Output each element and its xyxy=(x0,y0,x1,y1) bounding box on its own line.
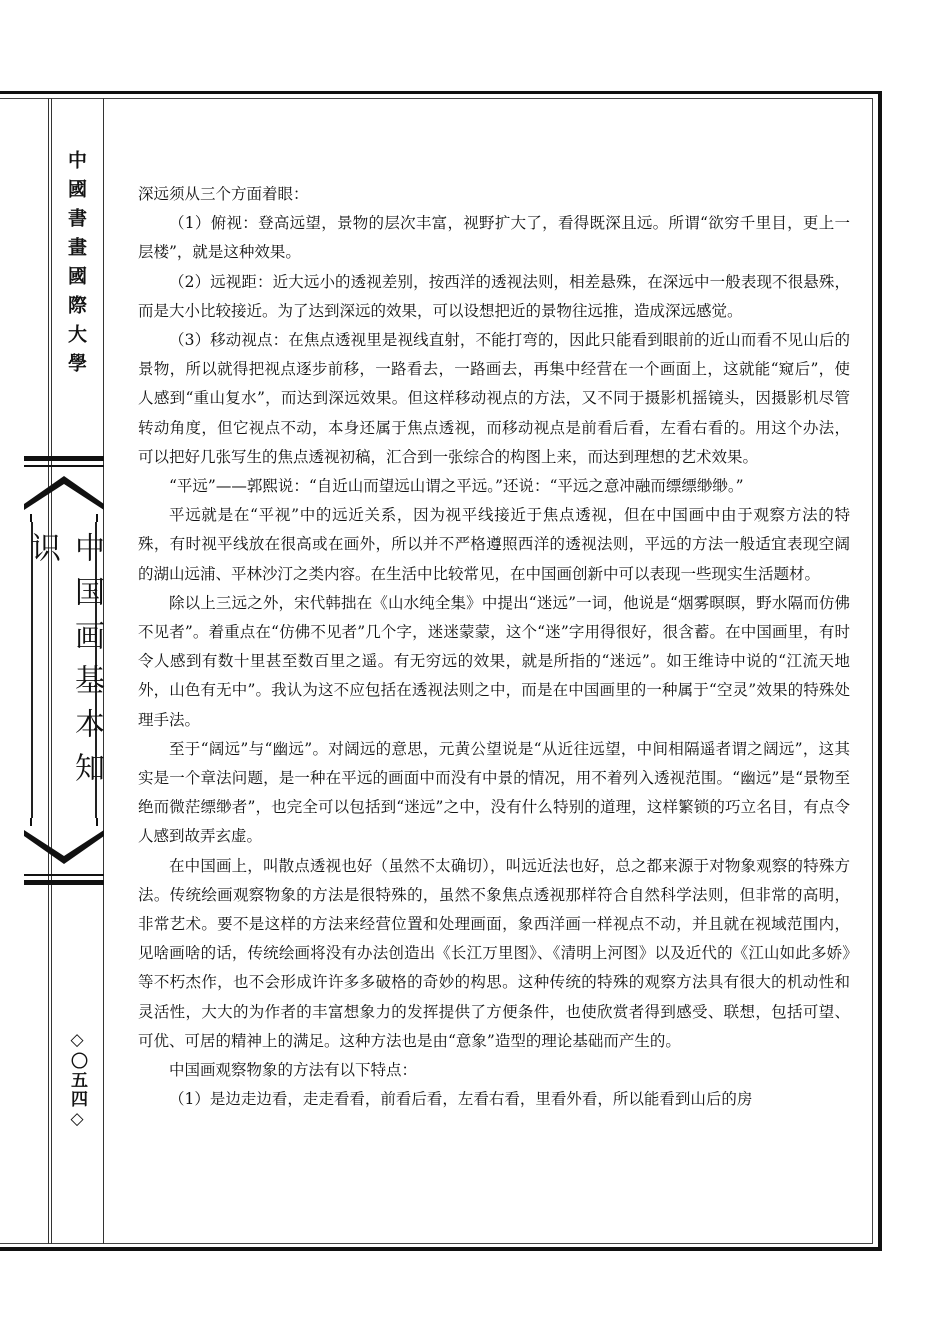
paragraph: 中国画观察物象的方法有以下特点： xyxy=(169,1061,418,1080)
title-ornament-bottom xyxy=(22,818,106,890)
paragraph: “平远”——郭熙说：“自近山而望远山谓之平远。”还说：“平远之意冲融而缥缥缈缈。” xyxy=(169,477,744,496)
paragraph: 深远须从三个方面着眼： xyxy=(138,185,309,203)
school-name: 中國書畫國際大學 xyxy=(65,150,87,382)
book-title: 中国画基本知识 xyxy=(25,532,104,796)
title-ornament-top xyxy=(22,452,106,522)
paragraph: （1）俯视：登高远望，景物的层次丰富，视野扩大了，看得既深且远。所谓“欲穷千里目，更上一层楼”，就是这种效果。 xyxy=(138,214,850,262)
book-title-panel xyxy=(25,522,104,818)
paragraph: （2）远视距：近大远小的透视差别，按西洋的透视法则，相差悬殊，在深远中一般表现不很悬殊，而是大小比较接近。为了达到深远的效果，可以设想把近的景物往远推，造成深远感觉。 xyxy=(138,272,850,320)
paragraph: （1）是边走边看，走走看看，前看后看，左看右看，里看外看，所以能看到山后的房 xyxy=(169,1090,753,1109)
paragraph: 平远就是在“平视”中的远近关系，因为视平线接近于焦点透视，但在中国画中由于观察方法的特殊，有时视平线放在很高或在画外，所以并不严格遵照西洋的透视法则，平远的方法一般适宜表现空阔的湖山远浦、平林沙汀之类内容。在生活中比较常见，在中国画创新中可以表现一些现实生活题材。 xyxy=(138,506,850,583)
paragraph: 在中国画上，叫散点透视也好（虽然不太确切），叫远近法也好，总之都来源于对物象观察的特殊方法。传统绘画观察物象的方法是很特殊的，虽然不象焦点透视那样符合自然科学法则，但非常的高明，非常艺术。要不是这样的方法来经营位置和处理画面，象西洋画一样视点不动，并且就在视域范围内，见啥画啥的话，传统绘画将没有办法创造出《长江万里图》、《清明上河图》以及近代的《江山如此多娇》等不朽杰作，也不会形成许许多多破格的奇妙的构思。这种传统的特殊的观察方法具有很大的机动性和灵活性，大大的为作者的丰富想象力的发挥提供了方便条件，也使欣赏者得到感受、联想，包括可望、可优、可居的精神上的满足。这种方法也是由“意象”造型的理论基础而产生的。 xyxy=(138,856,850,1050)
paragraph: 至于“阔远”与“幽远”。对阔远的意思，元黄公望说是“从近往远望，中间相隔遥者谓之阔远”，这其实是一个章法问题，是一种在平远的画面中而没有中景的情况，用不着列入透视范围。“幽远”是“景物至绝而微茫缥缈者”，也完全可以包括到“迷远”之中，没有什么特别的道理，这样繁锁的巧立名目，有点令人感到故弄玄虚。 xyxy=(138,739,850,846)
body-text xyxy=(138,180,850,1115)
paragraph: （3）移动视点：在焦点透视里是视线直射，不能打弯的，因此只能看到眼前的近山而看不见山后的景物，所以就得把视点逐步前移，一路看去，一路画去，再集中经营在一个画面上，这就能“窥后”，使人感到“重山复水”，而达到深远效果。但这样移动视点的方法，又不同于摄影机摇镜头，因摄影机尽管转动角度，但它视点不动，本身还属于焦点透视，而移动视点是前看后看，左看右看的。用这个办法，可以把好几张写生的焦点透视初稿，汇合到一张综合的构图上来，而达到理想的艺术效果。 xyxy=(138,331,850,466)
paragraph: 除以上三远之外，宋代韩拙在《山水纯全集》中提出“迷远”一词，他说是“烟雾暝暝，野水隔而仿佛不见者”。着重点在“仿佛不见者”几个字，迷迷蒙蒙，这个“迷”字用得很好，很含蓄。在中国画里，有时令人感到有数十里甚至数百里之遥。有无穷远的效果，就是所指的“迷远”。如王维诗中说的“江流天地外，山色有无中”。我认为这不应包括在透视法则之中，而是在中国画里的一种属于“空灵”效果的特殊处理手法。 xyxy=(138,593,850,729)
page-number: ◇〇五四◇ xyxy=(67,1030,87,1131)
